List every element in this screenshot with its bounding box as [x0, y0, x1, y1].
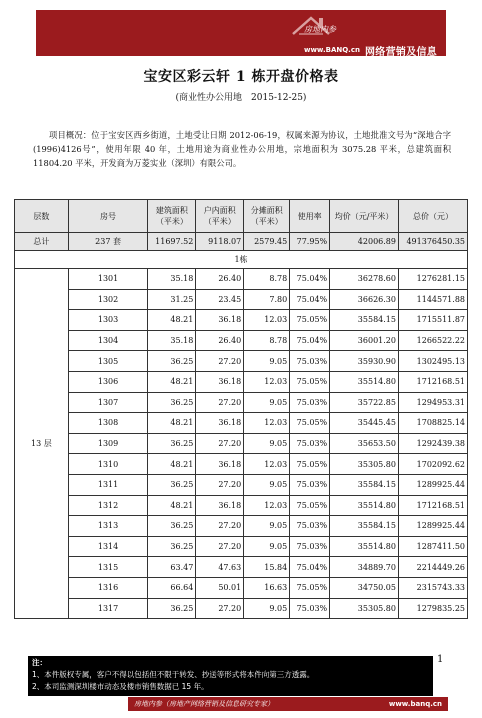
total-gross-area: 11697.52 [148, 233, 196, 251]
avg-price-cell: 36278.60 [330, 269, 399, 290]
inner-area-cell: 26.40 [196, 269, 244, 290]
table-row [15, 598, 468, 619]
shared-area-cell: 8.78 [244, 330, 290, 351]
page-title: 宝安区彩云轩 1 栋开盘价格表 [143, 69, 339, 85]
efficiency-cell: 75.05% [290, 454, 330, 475]
efficiency-cell: 75.05% [290, 577, 330, 598]
gross-area-cell: 36.25 [148, 598, 196, 619]
avg-price-cell: 35514.80 [330, 371, 399, 392]
total-price-cell: 2214449.26 [398, 557, 467, 578]
total-price-cell: 1287411.50 [398, 536, 467, 557]
efficiency-cell: 75.03% [290, 474, 330, 495]
table-row [15, 392, 468, 413]
col-header-room: 房号 [68, 200, 148, 233]
shared-area-cell: 9.05 [244, 516, 290, 537]
total-price-cell: 1708825.14 [398, 413, 467, 434]
price-table [14, 199, 468, 619]
efficiency-cell: 75.04% [290, 269, 330, 290]
inner-area-cell: 27.20 [196, 474, 244, 495]
inner-area-cell: 36.18 [196, 454, 244, 475]
col-header-total-price: 总价（元） [398, 200, 467, 233]
room-number-cell: 1304 [68, 330, 148, 351]
room-number-cell: 1309 [68, 433, 148, 454]
gross-area-cell: 48.21 [148, 310, 196, 331]
gross-area-cell: 31.25 [148, 289, 196, 310]
shared-area-cell: 9.05 [244, 598, 290, 619]
total-price-cell: 1289925.44 [398, 516, 467, 537]
note-item: 1、本件版权专属，客户不得以包括但不限于转发、抄送等形式将本件向第三方透露。 [32, 670, 315, 679]
room-number-cell: 1313 [68, 516, 148, 537]
table-row [15, 371, 468, 392]
avg-price-cell: 36001.20 [330, 330, 399, 351]
total-total-price: 491376450.35 [398, 233, 467, 251]
gross-area-cell: 48.21 [148, 413, 196, 434]
inner-area-cell: 26.40 [196, 330, 244, 351]
gross-area-cell: 36.25 [148, 433, 196, 454]
efficiency-cell: 75.03% [290, 598, 330, 619]
shared-area-cell: 12.03 [244, 495, 290, 516]
efficiency-cell: 75.03% [290, 536, 330, 557]
efficiency-cell: 75.04% [290, 330, 330, 351]
shared-area-cell: 9.05 [244, 433, 290, 454]
page-subtitle: (商业性办公用地 2015-12-25) [175, 93, 307, 103]
room-number-cell: 1316 [68, 577, 148, 598]
inner-area-cell: 47.63 [196, 557, 244, 578]
notes-title: 注： [32, 658, 47, 667]
table-row [15, 351, 468, 372]
shared-area-cell: 12.03 [244, 413, 290, 434]
col-header-floor: 层数 [15, 200, 69, 233]
table-row [15, 433, 468, 454]
total-label: 总计 [15, 233, 69, 251]
avg-price-cell: 35584.15 [330, 474, 399, 495]
efficiency-cell: 75.05% [290, 495, 330, 516]
avg-price-cell: 35584.15 [330, 516, 399, 537]
page-number: 1 [437, 654, 444, 665]
footer-banner [128, 697, 448, 711]
total-price-cell: 1276281.15 [398, 269, 467, 290]
room-number-cell: 1307 [68, 392, 148, 413]
footer-text: 房地内参（房地产网络营销及信息研究专家） [134, 700, 274, 708]
table-row [15, 454, 468, 475]
col-header-efficiency: 使用率 [290, 200, 330, 233]
table-row [15, 577, 468, 598]
room-number-cell: 1308 [68, 413, 148, 434]
avg-price-cell: 35305.80 [330, 454, 399, 475]
avg-price-cell: 35584.15 [330, 310, 399, 331]
table-header-row [15, 200, 468, 233]
avg-price-cell: 35445.45 [330, 413, 399, 434]
notes-box [28, 656, 433, 696]
avg-price-cell: 35514.80 [330, 495, 399, 516]
footer-url: www.banq.cn [388, 700, 442, 708]
total-price-cell: 1702092.62 [398, 454, 467, 475]
total-units: 237 套 [68, 233, 148, 251]
room-number-cell: 1302 [68, 289, 148, 310]
logo-url: www.BANQ.cn [304, 46, 360, 54]
inner-area-cell: 36.18 [196, 371, 244, 392]
avg-price-cell: 35305.80 [330, 598, 399, 619]
gross-area-cell: 66.64 [148, 577, 196, 598]
table-row [15, 495, 468, 516]
total-price-cell: 2315743.33 [398, 577, 467, 598]
shared-area-cell: 12.03 [244, 371, 290, 392]
total-price-cell: 1302495.13 [398, 351, 467, 372]
inner-area-cell: 27.20 [196, 516, 244, 537]
room-number-cell: 1314 [68, 536, 148, 557]
inner-area-cell: 36.18 [196, 495, 244, 516]
inner-area-cell: 27.20 [196, 392, 244, 413]
table-row [15, 269, 468, 290]
header-slogan: 网络营销及信息研究专家 [365, 47, 438, 73]
room-number-cell: 1306 [68, 371, 148, 392]
note-item: 2、本司监测深圳楼市动态及楼市销售数据已 15 年。 [32, 682, 209, 691]
inner-area-cell: 36.18 [196, 413, 244, 434]
efficiency-cell: 75.03% [290, 351, 330, 372]
avg-price-cell: 35514.80 [330, 536, 399, 557]
gross-area-cell: 36.25 [148, 392, 196, 413]
total-price-cell: 1712168.51 [398, 371, 467, 392]
gross-area-cell: 63.47 [148, 557, 196, 578]
col-header-avg-price: 均价（元/平米） [330, 200, 399, 233]
col-header-shared-area: 分摊面积（平米） [244, 200, 290, 233]
gross-area-cell: 35.18 [148, 330, 196, 351]
efficiency-cell: 75.03% [290, 516, 330, 537]
shared-area-cell: 16.63 [244, 577, 290, 598]
room-number-cell: 1312 [68, 495, 148, 516]
total-price-cell: 1294953.31 [398, 392, 467, 413]
gross-area-cell: 36.25 [148, 351, 196, 372]
shared-area-cell: 15.84 [244, 557, 290, 578]
shared-area-cell: 8.78 [244, 269, 290, 290]
gross-area-cell: 36.25 [148, 536, 196, 557]
total-inner-area: 9118.07 [196, 233, 244, 251]
logo-text: 房地内参 [304, 25, 336, 34]
table-row [15, 413, 468, 434]
efficiency-cell: 75.05% [290, 413, 330, 434]
inner-area-cell: 27.20 [196, 433, 244, 454]
col-header-inner-area: 户内面积（平米） [196, 200, 244, 233]
floor-label: 13 层 [15, 269, 69, 619]
gross-area-cell: 48.21 [148, 454, 196, 475]
shared-area-cell: 12.03 [244, 310, 290, 331]
total-price-cell: 1292439.38 [398, 433, 467, 454]
total-efficiency: 77.95% [290, 233, 330, 251]
avg-price-cell: 35930.90 [330, 351, 399, 372]
table-row [15, 516, 468, 537]
total-row [15, 233, 468, 251]
inner-area-cell: 27.20 [196, 536, 244, 557]
shared-area-cell: 9.05 [244, 474, 290, 495]
table-row [15, 330, 468, 351]
gross-area-cell: 48.21 [148, 371, 196, 392]
total-price-cell: 1712168.51 [398, 495, 467, 516]
avg-price-cell: 35653.50 [330, 433, 399, 454]
total-price-cell: 1289925.44 [398, 474, 467, 495]
total-price-cell: 1144571.88 [398, 289, 467, 310]
total-price-cell: 1266522.22 [398, 330, 467, 351]
table-row [15, 289, 468, 310]
efficiency-cell: 75.03% [290, 433, 330, 454]
efficiency-cell: 75.04% [290, 289, 330, 310]
table-row [15, 536, 468, 557]
shared-area-cell: 9.05 [244, 392, 290, 413]
room-number-cell: 1317 [68, 598, 148, 619]
shared-area-cell: 9.05 [244, 351, 290, 372]
inner-area-cell: 36.18 [196, 310, 244, 331]
efficiency-cell: 75.05% [290, 310, 330, 331]
table-row [15, 557, 468, 578]
inner-area-cell: 27.20 [196, 351, 244, 372]
total-shared-area: 2579.45 [244, 233, 290, 251]
building-row [15, 251, 468, 269]
col-header-gross-area: 建筑面积（平米） [148, 200, 196, 233]
header-banner [36, 10, 446, 73]
avg-price-cell: 34750.05 [330, 577, 399, 598]
efficiency-cell: 75.05% [290, 371, 330, 392]
table-row [15, 310, 468, 331]
room-number-cell: 1303 [68, 310, 148, 331]
gross-area-cell: 36.25 [148, 474, 196, 495]
gross-area-cell: 35.18 [148, 269, 196, 290]
room-number-cell: 1301 [68, 269, 148, 290]
building-label: 1栋 [15, 251, 468, 269]
shared-area-cell: 7.80 [244, 289, 290, 310]
shared-area-cell: 12.03 [244, 454, 290, 475]
gross-area-cell: 48.21 [148, 495, 196, 516]
project-overview: 项目概况：位于宝安区西乡街道，土地受让日期 2012-06-19，权属来源为协议，土地批准文号为“深地合字(1996)4126号”，使用年限 40 年，土地用途为商业性办公用地，宗地面积为 3075.28 平米，总建筑面积 11804.20 平米，开发商为万菱实业（深圳）有限公司。 [33, 130, 451, 168]
efficiency-cell: 75.03% [290, 392, 330, 413]
total-avg-price: 42006.89 [330, 233, 399, 251]
total-price-cell: 1715511.87 [398, 310, 467, 331]
avg-price-cell: 34889.70 [330, 557, 399, 578]
gross-area-cell: 36.25 [148, 516, 196, 537]
inner-area-cell: 23.45 [196, 289, 244, 310]
table-row [15, 474, 468, 495]
efficiency-cell: 75.04% [290, 557, 330, 578]
total-price-cell: 1279835.25 [398, 598, 467, 619]
shared-area-cell: 9.05 [244, 536, 290, 557]
avg-price-cell: 36626.30 [330, 289, 399, 310]
inner-area-cell: 50.01 [196, 577, 244, 598]
room-number-cell: 1315 [68, 557, 148, 578]
room-number-cell: 1311 [68, 474, 148, 495]
inner-area-cell: 27.20 [196, 598, 244, 619]
avg-price-cell: 35722.85 [330, 392, 399, 413]
room-number-cell: 1310 [68, 454, 148, 475]
room-number-cell: 1305 [68, 351, 148, 372]
